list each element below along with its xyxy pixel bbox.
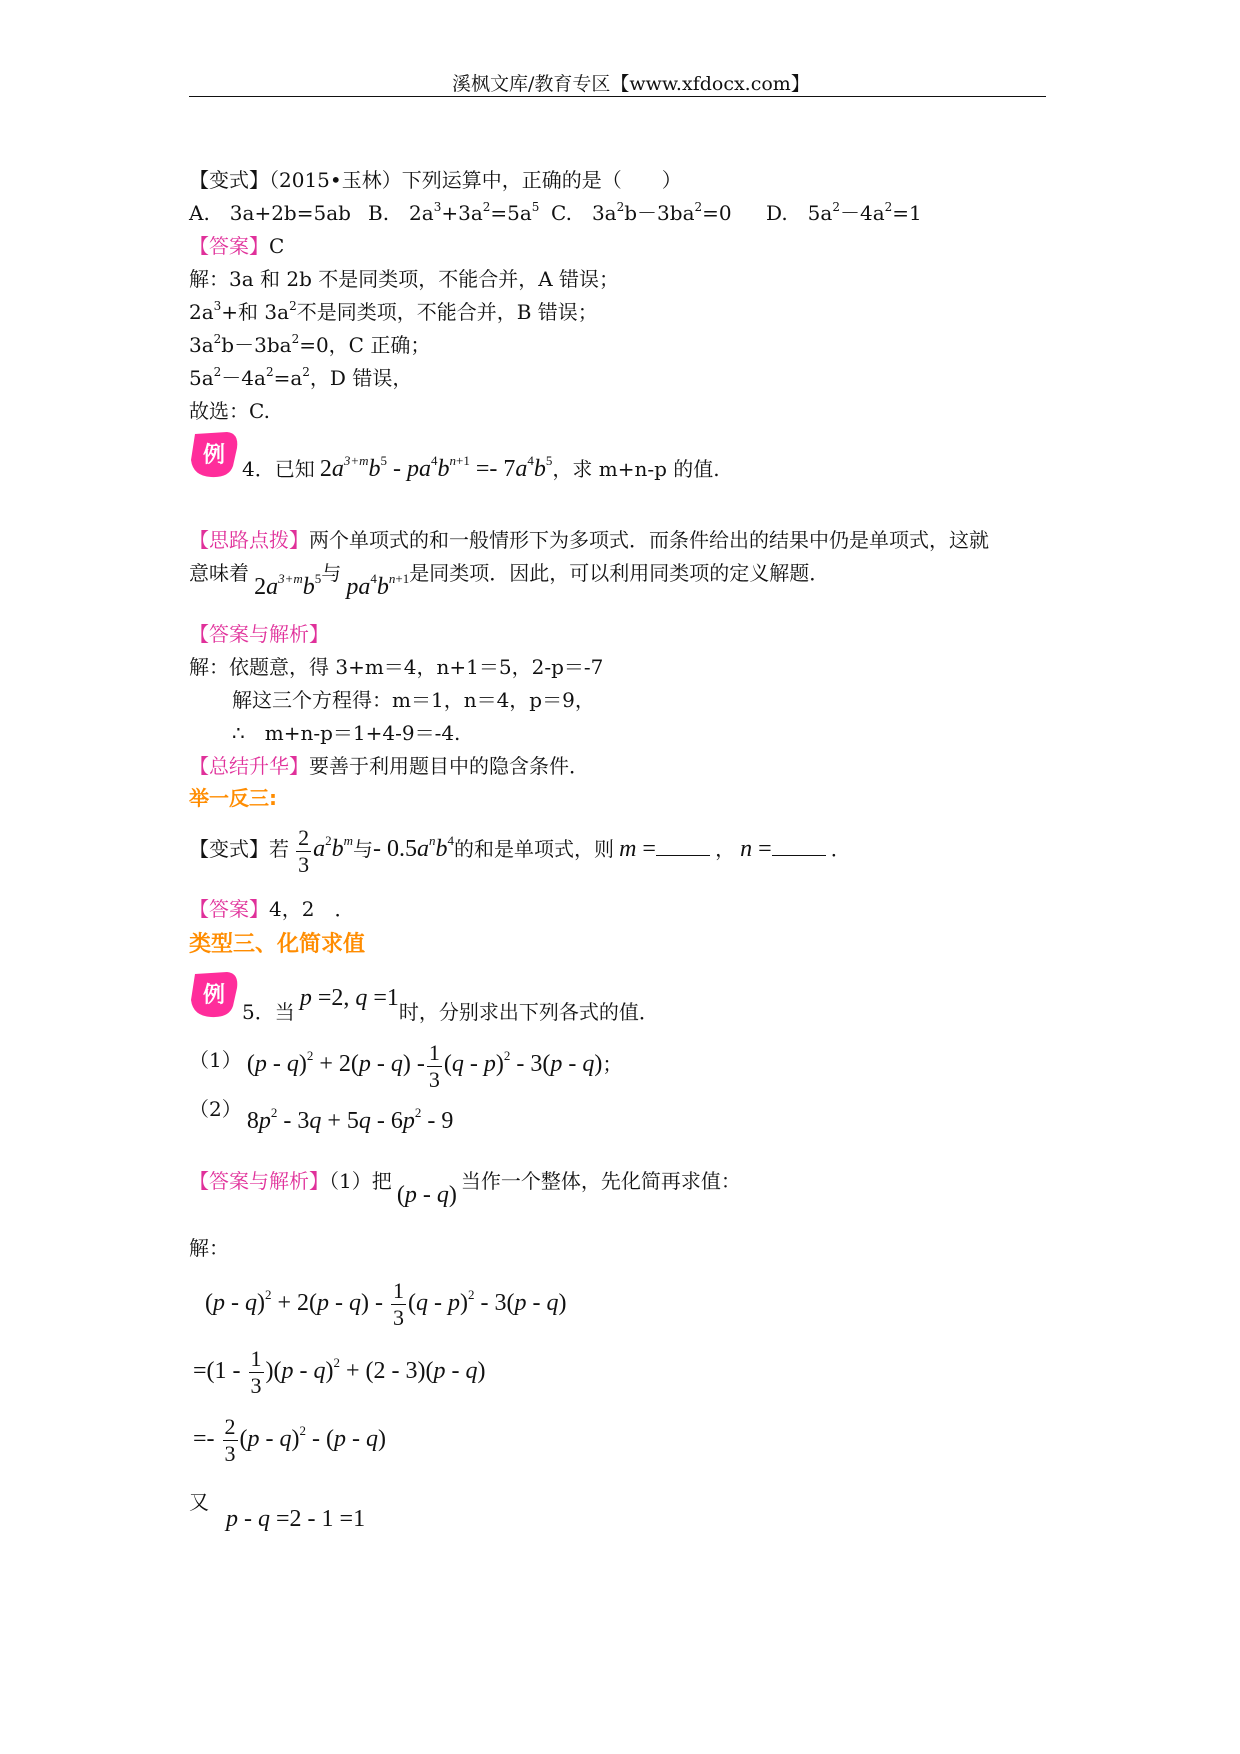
analysis-line-1: 解：依题意，得 3+m＝4，n+1＝5，2-p＝-7 [189, 655, 604, 679]
option-a: A. 3a+2b=5ab [189, 201, 351, 225]
solution-label: 解： [189, 1236, 229, 1260]
solution-line-3: $3a^2b-3ba^2=0$，C 正确； [189, 332, 431, 357]
expression-1: （1） (p - q)$^2$ + 2(p - q) - $\frac{1}{3}$ (q - p)$^2$ - 3(p - q)； [189, 1040, 623, 1092]
variant2-answer: 【答案】4，2 ． [189, 897, 355, 921]
svg-text:例: 例 [202, 443, 226, 468]
svg-text:例: 例 [202, 983, 226, 1008]
option-b: B. $2a^3+3a^2=5a^5$ [368, 200, 540, 225]
solution-line-4: $5a^2-4a^2=a^2$，D 错误， [189, 365, 413, 390]
expression-2: （2） $8p^2 - 3q + 5q - 6p^2 - 9$ [189, 1097, 454, 1134]
summary-line: 【总结升华】要善于利用题目中的隐含条件． [189, 754, 589, 778]
example-badge-icon [187, 430, 241, 480]
answer-tag: 【答案】 [189, 234, 269, 258]
example5-question: 5．当 p =2, q =1时，分别求出下列各式的值． [242, 985, 659, 1024]
option-d: D. $5a^2-4a^2=1$ [766, 200, 922, 225]
variant2-question: 【变式】若 $\frac{2}{3}$ $a^2b^m$与- $0.5a^nb^4$的和是单项式，则 m = ， n = ． [189, 825, 851, 877]
section-heading: 类型三、化简求值 [189, 932, 366, 957]
answer-blank-n[interactable] [772, 837, 826, 856]
hint-line-1: 【思路点拨】两个单项式的和一般情形下为多项式．而条件给出的结果中仍是单项式，这就 [189, 528, 989, 552]
answer-value: C [269, 234, 285, 258]
example-badge-icon [187, 970, 241, 1020]
solution-line-2: $2a^3+$和 $3a^2$不是同类项，不能合并，B 错误； [189, 299, 598, 324]
analysis-line-3: ∴ m+n-p＝1+4-9＝-4. [232, 721, 461, 745]
example5-analysis: 【答案与解析】（1）把 (p - q)当作一个整体，先化简再求值： [189, 1169, 741, 1208]
practice-heading: 举一反三: [189, 786, 277, 810]
derivation-line-2: =(1 - $\frac{1}{3}$ )(p - q)$^2$ + (2 - 3)(p - q) [193, 1346, 486, 1398]
summary-tag: 【总结升华】 [189, 754, 309, 778]
fraction-two-thirds: $\frac{2}{3}$ [298, 825, 310, 877]
derivation-line-3: =- $\frac{2}{3}$ (p - q)$^2$ - (p - q) [193, 1414, 387, 1466]
example4-equation: $2a^{3+m}b^5 - pa^4b^{n+1} =- 7a^4b^5$ [319, 453, 553, 482]
hint-line-2: 意味着 $2a^{3+m}b^5$与 $pa^4b^{n+1}$是同类项．因此，可以利用同类项的定义解题． [189, 561, 830, 600]
analysis-tag: 【答案与解析】 [189, 622, 329, 646]
variant-question [189, 168, 682, 192]
analysis-line-2: 解这三个方程得：m＝1，n＝4，p＝9， [232, 688, 595, 712]
example4-question [242, 453, 720, 483]
option-c: C. $3a^2b-3ba^2=0$ [551, 200, 732, 225]
page-header: 溪枫文库/教育专区【www.xfdocx.com】 [452, 73, 810, 95]
derivation-line-1: (p - q)$^2$ + 2(p - q) - $\frac{1}{3}$ (q - p)$^2$ - 3(p - q) [205, 1278, 567, 1330]
also-label: 又 [189, 1490, 209, 1514]
derivation-line-4: p - q =2 - 1 =1 [226, 1506, 366, 1532]
example4-tail: ，求 m+n-p 的值. [552, 457, 720, 481]
answer-line [189, 234, 284, 258]
example4-number: 4．已知 [242, 457, 315, 481]
solution-line-1: 解：3a 和 2b 不是同类项，不能合并，A 错误； [189, 267, 620, 291]
variant-stem: （2015•玉林）下列运算中，正确的是（ ） [269, 168, 682, 192]
header-divider [189, 96, 1046, 97]
variant-tag: 【变式】 [189, 168, 269, 192]
solution-line-5: 故选：C. [189, 399, 270, 423]
hint-tag: 【思路点拨】 [189, 528, 309, 552]
answer-blank-m[interactable] [656, 837, 710, 856]
